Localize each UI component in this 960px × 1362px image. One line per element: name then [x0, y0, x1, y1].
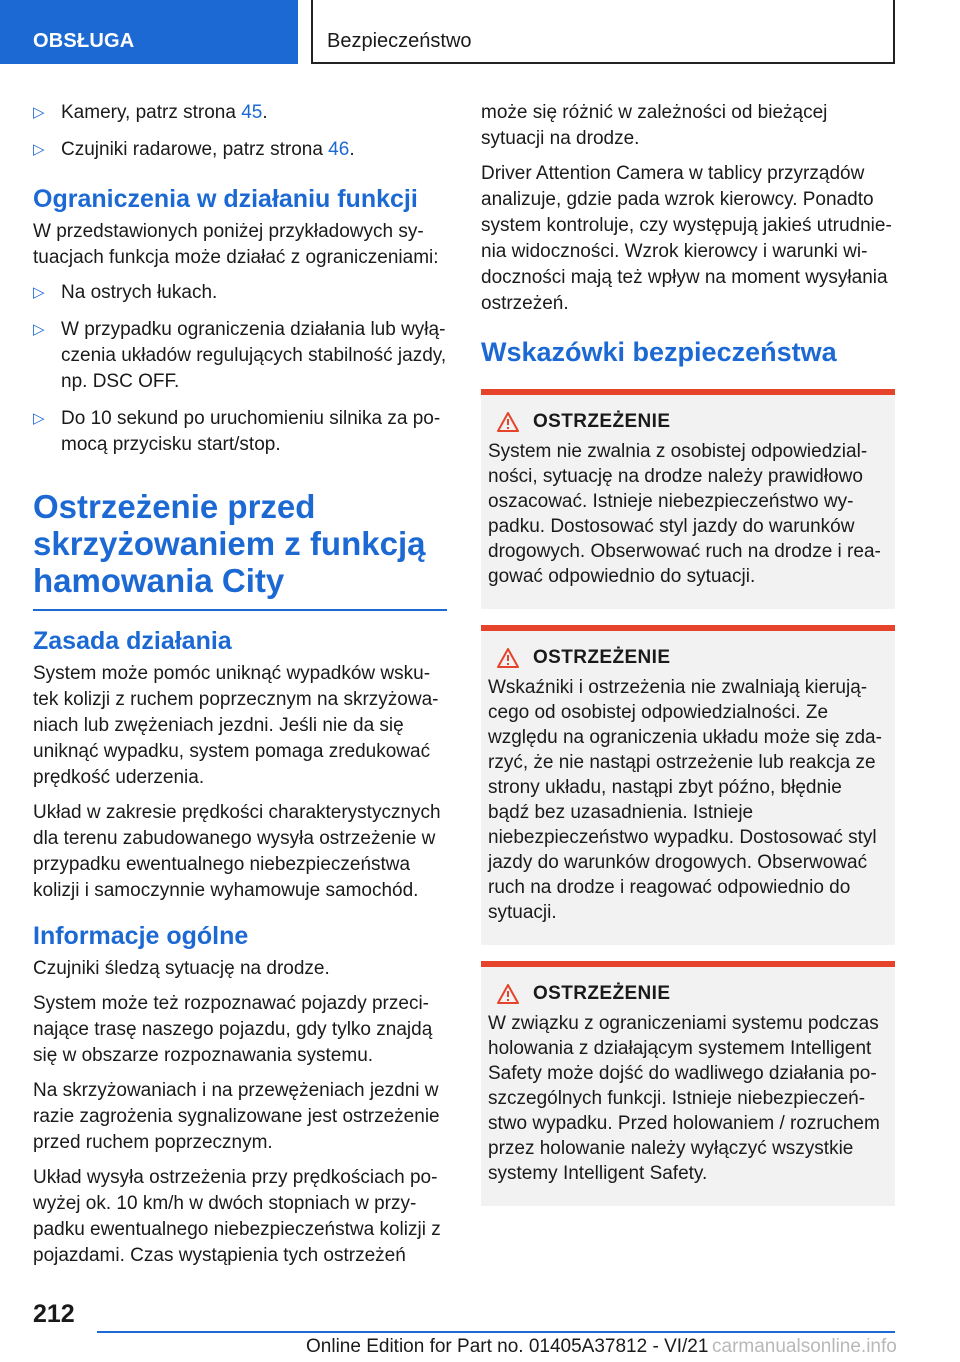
- warning-text: System nie zwalnia z osobistej odpowiedzialności, sytuację na drodze należy prawidłowo oszacować. Istnieje niebezpieczeństwo wypadku. Dostosować styl jazdy do warunków drogowych. Obserwować ruch na drodze i reagować odpowiednio do sytuacji.: [488, 441, 881, 587]
- triangle-bullet-icon: ▷: [33, 321, 45, 338]
- warning-triangle-icon: [497, 648, 519, 668]
- limits-intro: W przedstawionych poniżej przykładowych sytuacjach funkcja może działać z ograniczeniami:: [33, 221, 439, 268]
- warning-text: Wskaźniki i ostrzeżenia nie zwalniają kierującego od osobistej odpowiedzialności. Ze względu na ograniczenia układu może się zdarzyć, że nie nastąpi ostrzeżenie lub reakcja ze strony układu, nastąpi zbyt późno, błędnie bądź bez uzasadnienia. Istnieje niebezpieczeństwo wypadku. Dostosować styl jazdy do warunków drogowych. Obserwować ruch na drodze i reagować odpowiednio do sytuacji.: [488, 677, 882, 923]
- chapter-header: [311, 0, 895, 64]
- general-paragraph: Układ wysyła ostrzeżenia przy prędkościach powyżej ok. 10 km/h w dwóch stopniach w przypadku ewentualnego niebezpieczeństwa kolizji z pojazdami. Czas wystąpienia tych ostrzeżeń: [33, 1167, 441, 1266]
- warning-triangle-icon: [497, 412, 519, 432]
- watermark-text: carmanualsonline.info: [712, 1336, 897, 1357]
- section-tab: [0, 0, 298, 64]
- page-number: 212: [33, 1300, 75, 1328]
- list-item: ▷ Na ostrych łukach.: [33, 280, 447, 306]
- footer-divider: [97, 1331, 895, 1333]
- page-link[interactable]: 45: [241, 102, 263, 123]
- principle-heading: Zasada działania: [33, 627, 232, 655]
- right-column: [481, 100, 895, 1222]
- triangle-bullet-icon: ▷: [33, 141, 45, 158]
- warning-box: [481, 625, 895, 945]
- principle-paragraph: Układ w zakresie prędkości charakterystycznych dla terenu zabudowanego wysyła ostrzeżenie w przypadku ewentualnego niebezpieczeństwa kolizji i samoczynnie wyhamowuje samochód.: [33, 802, 441, 901]
- warning-title: OSTRZEŻENIE: [533, 411, 671, 432]
- list-item: ▷ W przypadku ograniczenia działania lub wyłączenia układów regulujących stabilność jazdy, np. DSC OFF.: [33, 319, 447, 392]
- warning-title: OSTRZEŻENIE: [533, 647, 671, 668]
- left-column: [33, 100, 447, 1278]
- warning-triangle-icon: [497, 984, 519, 1004]
- principle-paragraph: System może pomóc uniknąć wypadków wskutek kolizji z ruchem poprzecznym na skrzyżowaniach lub zwężeniach jezdni. Jeśli nie da się uniknąć wypadku, system pomaga zredukować prędkość uderzenia.: [33, 663, 439, 788]
- warning-title: OSTRZEŻENIE: [533, 983, 671, 1004]
- list-item: ▷ Kamery, patrz strona 45.: [33, 100, 447, 126]
- continued-paragraph: może się różnić w zależności od bieżącej sytuacji na drodze.: [481, 102, 828, 149]
- safety-heading: Wskazówki bezpieczeństwa: [481, 337, 837, 367]
- warning-box: [481, 961, 895, 1206]
- triangle-bullet-icon: ▷: [33, 104, 45, 121]
- list-item: ▷ Do 10 sekund po uruchomieniu silnika za pomocą przycisku start/stop.: [33, 408, 441, 455]
- general-paragraph: Na skrzyżowaniach i na przewężeniach jezdni w razie zagrożenia sygnalizowane jest ostrzeżenie przed ruchem poprzecznym.: [33, 1080, 440, 1153]
- camera-paragraph: Driver Attention Camera w tablicy przyrządów analizuje, gdzie pada wzrok kierowcy. Ponadto system kontroluje, czy występują jakieś utrudnienia widoczności. Wzrok kierowcy i warunki widoczności mają też wpływ na moment wysyłania ostrzeżeń.: [481, 163, 892, 314]
- page-link[interactable]: 46: [328, 139, 350, 160]
- list-item: ▷ Czujniki radarowe, patrz strona 46.: [33, 137, 447, 163]
- edition-text: Online Edition for Part no. 01405A37812 - VI/21: [306, 1336, 709, 1357]
- general-paragraph: System może też rozpoznawać pojazdy przecinające trasę naszego pojazdu, gdy tylko znajdą się w obszarze rozpoznawania systemu.: [33, 993, 433, 1066]
- main-heading: Ostrzeżenie przed skrzyżowaniem z funkcją hamowania City: [33, 488, 447, 611]
- general-heading: Informacje ogólne: [33, 922, 249, 950]
- warning-text: W związku z ograniczeniami systemu podczas holowania z działającym systemem Intelligent Safety może dojść do wadliwego działania poszczególnych funkcji. Istnieje niebezpieczeństwo wypadku. Przed holowaniem / rozruchem przez holowanie należy wyłączyć wszystkie systemy Intelligent Safety.: [488, 1013, 880, 1184]
- warning-box: [481, 389, 895, 609]
- section-label: OBSŁUGA: [33, 30, 135, 52]
- general-paragraph: Czujniki śledzą sytuację na drodze.: [33, 958, 330, 979]
- chapter-label: Bezpieczeństwo: [327, 30, 472, 52]
- triangle-bullet-icon: ▷: [33, 410, 45, 427]
- limits-heading: Ograniczenia w działaniu funkcji: [33, 185, 418, 213]
- triangle-bullet-icon: ▷: [33, 284, 45, 301]
